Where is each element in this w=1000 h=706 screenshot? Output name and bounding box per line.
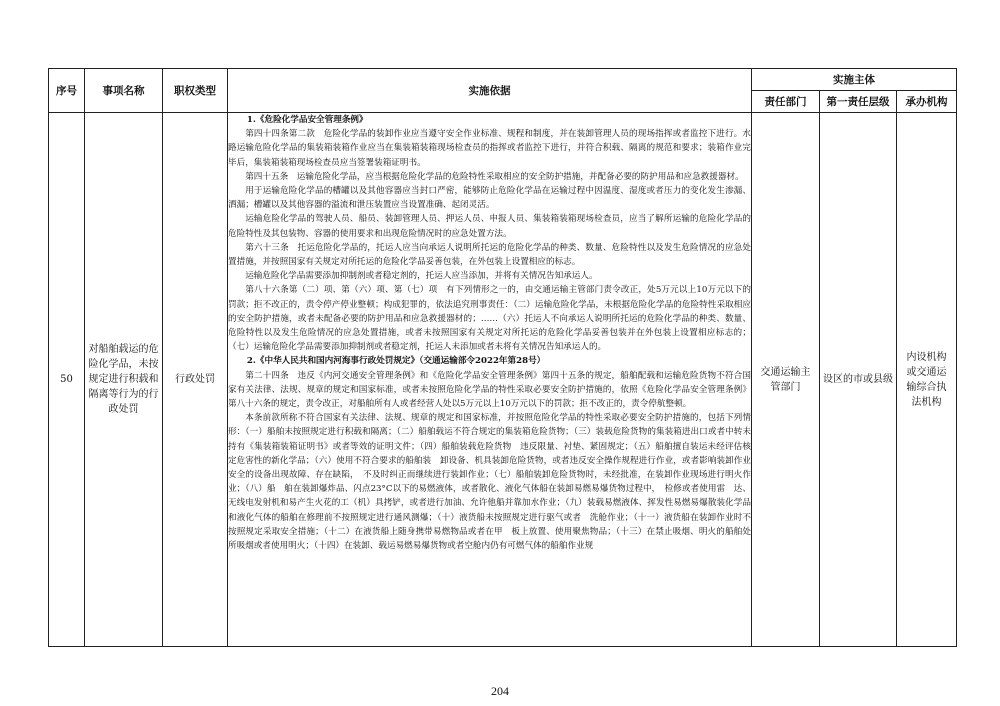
law1-title: 1.《危险化学品安全管理条例》 [246, 115, 368, 125]
table-row [49, 113, 957, 647]
header-seq: 序号 [49, 69, 85, 113]
row-basis [228, 113, 752, 647]
header-item-name: 事项名称 [85, 69, 163, 113]
law2-paragraph: 第二十四条 违反《内河交通安全管理条例》和《危险化学品安全管理条例》第四十五条的规定，船舶配载和运输危险货物不符合国家有关法律、法规、规章的规定和国家标准，或者未按照危险化学品的特性采取必要安全防护措施的，依照《危险化学品安全管理条例》第八十六条的规定，责令改正，对船舶所有人或者经营人处以5万元以上10万元以下的罚款；拒不改正的，责令停航整顿。 [228, 370, 751, 410]
row-responsible-dept: 交通运输主管部门 [752, 113, 820, 647]
law1-paragraph: 第四十四条第二款 危险化学品的装卸作业应当遵守安全作业标准、规程和制度，并在装卸管理人员的现场指挥或者监控下进行。水路运输危险化学品的集装箱装箱作业应当在集装箱装箱现场检查员的指挥或者监控下进行，并符合积载、隔离的规范和要求；装箱作业完毕后，集装箱装箱现场检查员应当签署装箱证明书。 [228, 129, 751, 168]
row-handling-org: 内设机构或交通运输综合执法机构 [897, 113, 957, 647]
header-subject: 实施主体 [752, 69, 957, 91]
law1-paragraph: 第六十三条 托运危险化学品的，托运人应当向承运人说明所托运的危险化学品的种类、数量、危险特性以及发生危险情况的应急处置措施，并按照国家有关规定对所托运的危险化学品妥善包装，在外包装上设置相应的标志。 [228, 242, 751, 268]
header-first-level: 第一责任层级 [820, 91, 897, 113]
law2-title: 2.《中华人民共和国内河海事行政处罚规定》（交通运输部令2022年第28号） [246, 356, 546, 367]
header-responsible-dept: 责任部门 [752, 91, 820, 113]
law1-paragraph: 第八十六条第（二）项、第（六）项、第（七）项 有下列情形之一的，由交通运输主管部门责令改正，处5万元以上10万元以下的罚款；拒不改正的，责令停产停业整顿；构成犯罪的，依法追究刑事责任：（二）运输危险化学品，未根据危险化学品的危险特性采取相应的安全防护措施，或者未配备必要的防护用品和应急救援器材的；……（六）托运人不向承运人说明所托运的危险化学品的种类、数量、危险特性以及发生危险情况的应急处置措施，或者未按照国家有关规定对所托运的危险化学品妥善包装并在外包装上设置相应标志的；（七）运输危险化学品需要添加抑制剂或者稳定剂，托运人未添加或者未将有关情况告知承运人的。 [228, 285, 751, 353]
row-power-type: 行政处罚 [163, 113, 228, 647]
authority-table [48, 68, 957, 647]
law1-paragraph: 运输危险化学品需要添加抑制剂或者稳定剂的，托运人应当添加，并将有关情况告知承运人。 [245, 271, 598, 282]
header-basis: 实施依据 [228, 69, 752, 113]
law1-paragraph: 运输危险化学品的驾驶人员、船员、装卸管理人员、押运人员、申报人员、集装箱装箱现场检查员，应当了解所运输的危险化学品的危险特性及其包装物、容器的使用要求和出现危险情况时的应急处置方法。 [228, 214, 751, 239]
law1-paragraph: 用于运输危险化学品的槽罐以及其他容器应当封口严密，能够防止危险化学品在运输过程中因温度、湿度或者压力的变化发生渗漏、洒漏；槽罐以及其他容器的溢流和泄压装置应当设置准确、起闭灵活。 [228, 186, 751, 211]
law1-paragraph: 第四十五条 运输危险化学品，应当根据危险化学品的危险特性采取相应的安全防护措施，并配备必要的防护用品和应急救援器材。 [245, 171, 744, 182]
header-handling-org: 承办机构 [897, 91, 957, 113]
row-seq: 50 [49, 113, 85, 647]
header-power-type: 职权类型 [163, 69, 228, 113]
law2-paragraph: 本条前款所称不符合国家有关法律、法规、规章的规定和国家标准，并按照危险化学品的特性采取必要安全防护措施的，包括下列情形：（一）船舶未按照规定进行积载和隔离；（二）船舶载运不符合规定的集装箱危险货物；（三）装载危险货物的集装箱进出口或者中转未持有《集装箱装箱证明书》或者等效的证明文件；（四）船舶装载危险货物 违反限量、衬垫、紧固规定；（五）船舶擅自装运未经评估核定危害性的新化学品；（六）使用不符合要求的船舶装 卸设备、机具装卸危险货物，或者违反安全操作规程进行作业，或者影响装卸作业安全的设备出现故障、存在缺陷， 不及时纠正而继续进行装卸作业；（七）船舶装卸危险货物时，未经批准，在装卸作业现场进行明火作业；（八）船 舶在装卸爆炸品、闪点23°C以下的易燃液体，或者散化、液化气体船在装卸易燃易爆货物过程中， 检修或者使用雷 达、无线电发射机和易产生火花的工（机）具拷铲，或者进行加油、允许他船并靠加水作业；（九）装载易燃液体、挥发性易燃易爆散装化学品和液化气体的船舶在修理前不按照规定进行通风测爆；（十）液货船未按照规定进行驱气或者 洗舱作业；（十一）液货船在装卸作业时不按照规定采取安全措施；（十二）在液货船上随身携带易燃物品或者在甲 板上放置、使用聚焦物品；（十三）在禁止吸烟、明火的船舶处所吸烟或者使用明火；（十四）在装卸、载运易燃易爆货物或者空舱内仍有可燃气体的船舶作业规 [228, 413, 751, 552]
row-item-name: 对船舶载运的危险化学品，未按规定进行积载和隔离等行为的行政处罚 [85, 113, 163, 647]
page-number: 204 [491, 684, 509, 698]
row-first-level: 设区的市或县级 [820, 113, 897, 647]
